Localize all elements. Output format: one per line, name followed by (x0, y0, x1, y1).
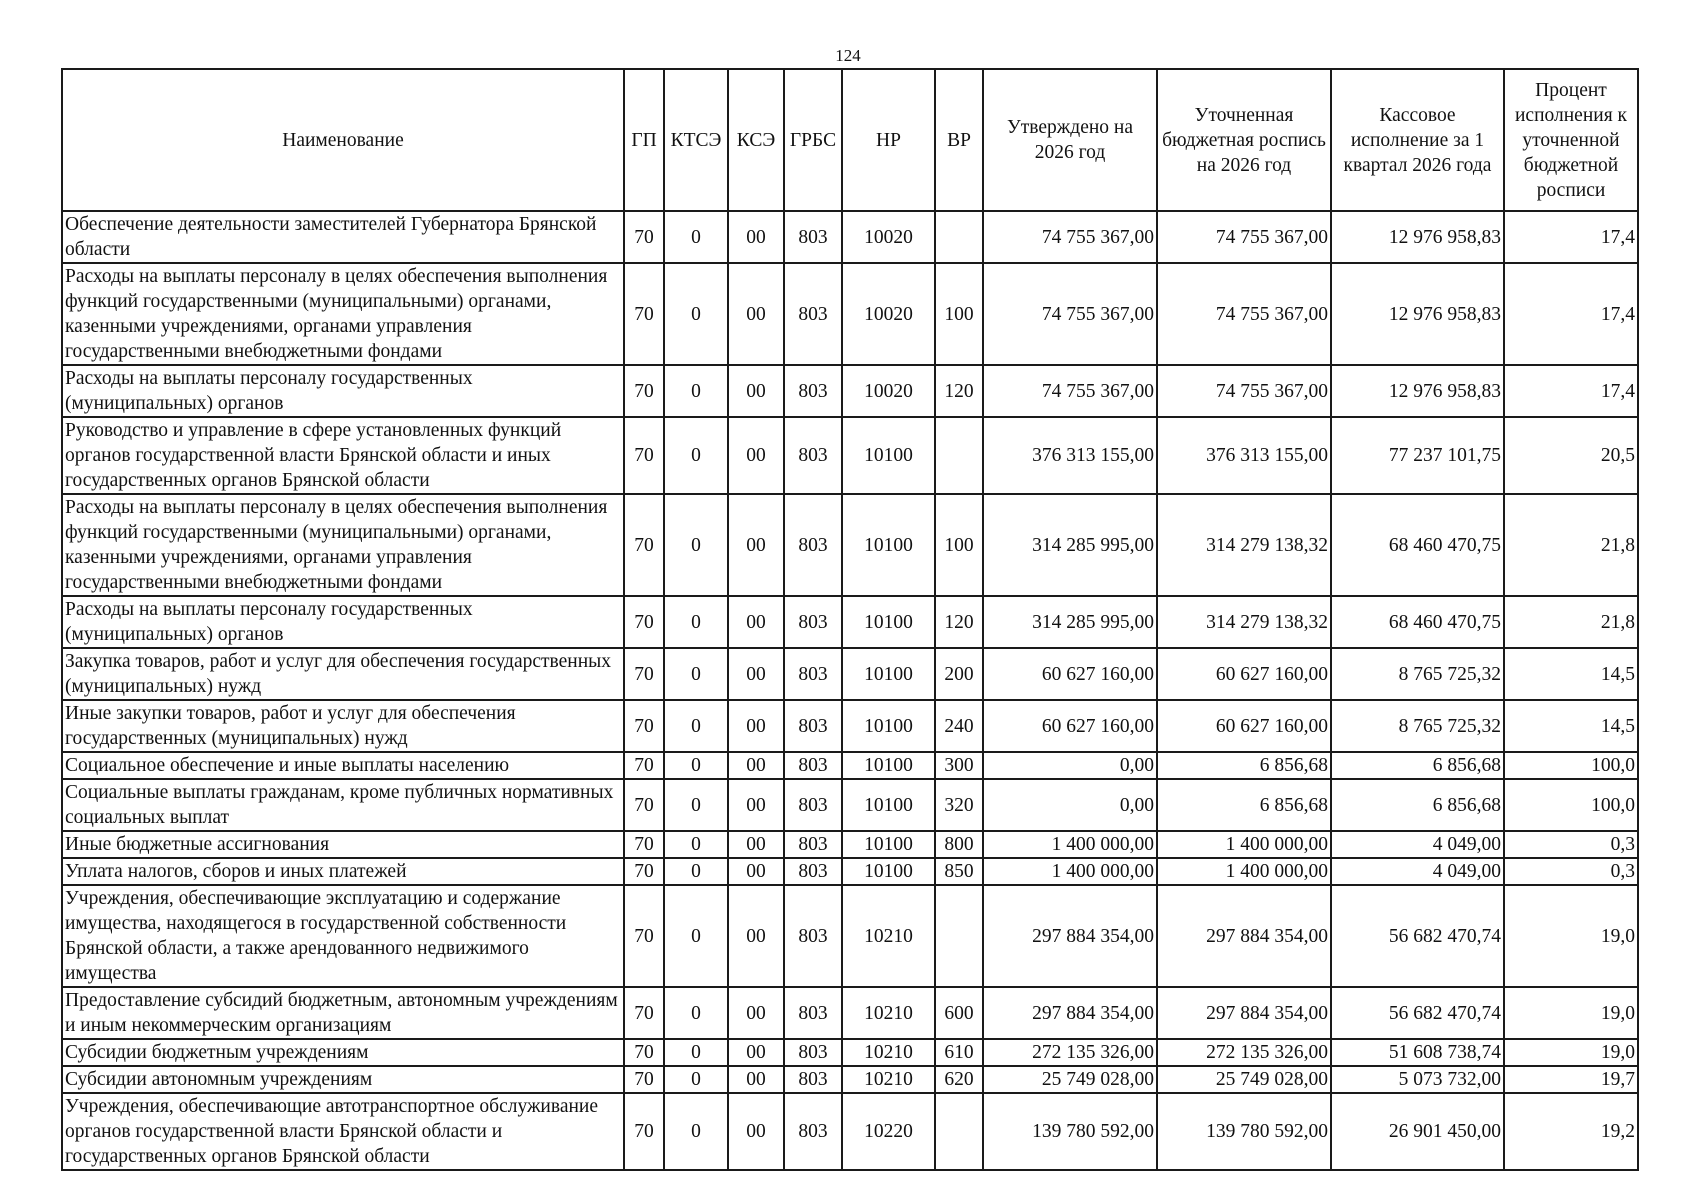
cell-percent: 19,2 (1504, 1093, 1638, 1170)
cell-refined: 272 135 326,00 (1157, 1039, 1331, 1066)
cell-refined: 297 884 354,00 (1157, 987, 1331, 1039)
budget-execution-table (61, 68, 1639, 1171)
cell-vr (935, 417, 983, 494)
cell-gp: 70 (624, 858, 664, 885)
cell-refined: 60 627 160,00 (1157, 700, 1331, 752)
cell-gp: 70 (624, 700, 664, 752)
cell-cash: 5 073 732,00 (1331, 1066, 1504, 1093)
header-percent: Процент исполнения к уточненной бюджетной росписи (1504, 69, 1638, 211)
cell-kse: 00 (728, 494, 784, 596)
cell-cash: 68 460 470,75 (1331, 596, 1504, 648)
cell-name: Субсидии автономным учреждениям (62, 1066, 624, 1093)
cell-cash: 4 049,00 (1331, 858, 1504, 885)
cell-kse: 00 (728, 752, 784, 779)
cell-approved: 1 400 000,00 (983, 831, 1157, 858)
cell-nr: 10100 (842, 831, 935, 858)
cell-refined: 376 313 155,00 (1157, 417, 1331, 494)
cell-percent: 17,4 (1504, 263, 1638, 365)
cell-gp: 70 (624, 1039, 664, 1066)
cell-gp: 70 (624, 831, 664, 858)
cell-grbs: 803 (784, 596, 842, 648)
cell-vr: 240 (935, 700, 983, 752)
cell-nr: 10100 (842, 417, 935, 494)
cell-approved: 1 400 000,00 (983, 858, 1157, 885)
cell-refined: 74 755 367,00 (1157, 263, 1331, 365)
cell-cash: 51 608 738,74 (1331, 1039, 1504, 1066)
cell-grbs: 803 (784, 987, 842, 1039)
cell-percent: 19,7 (1504, 1066, 1638, 1093)
cell-vr: 620 (935, 1066, 983, 1093)
cell-cash: 26 901 450,00 (1331, 1093, 1504, 1170)
cell-vr: 800 (935, 831, 983, 858)
cell-grbs: 803 (784, 700, 842, 752)
table-row (62, 885, 1638, 987)
header-nr: НР (842, 69, 935, 211)
cell-cash: 12 976 958,83 (1331, 211, 1504, 263)
cell-grbs: 803 (784, 1066, 842, 1093)
cell-ktse: 0 (664, 417, 728, 494)
cell-grbs: 803 (784, 858, 842, 885)
cell-nr: 10210 (842, 987, 935, 1039)
cell-vr: 100 (935, 494, 983, 596)
cell-grbs: 803 (784, 211, 842, 263)
cell-vr (935, 885, 983, 987)
cell-vr: 300 (935, 752, 983, 779)
cell-ktse: 0 (664, 1066, 728, 1093)
cell-grbs: 803 (784, 648, 842, 700)
cell-kse: 00 (728, 1066, 784, 1093)
cell-name: Обеспечение деятельности заместителей Губернатора Брянской области (62, 211, 624, 263)
cell-name: Уплата налогов, сборов и иных платежей (62, 858, 624, 885)
cell-ktse: 0 (664, 858, 728, 885)
cell-ktse: 0 (664, 779, 728, 831)
cell-cash: 12 976 958,83 (1331, 365, 1504, 417)
header-kse: КСЭ (728, 69, 784, 211)
cell-name: Учреждения, обеспечивающие эксплуатацию и содержание имущества, находящегося в государственной собственности Брянской области, а также арендованного недвижимого имущества (62, 885, 624, 987)
cell-gp: 70 (624, 779, 664, 831)
cell-kse: 00 (728, 263, 784, 365)
cell-kse: 00 (728, 885, 784, 987)
cell-name: Расходы на выплаты персоналу государственных (муниципальных) органов (62, 365, 624, 417)
cell-vr: 120 (935, 596, 983, 648)
table-row (62, 417, 1638, 494)
header-refined: Уточненная бюджетная роспись на 2026 год (1157, 69, 1331, 211)
table-row (62, 1066, 1638, 1093)
cell-approved: 74 755 367,00 (983, 365, 1157, 417)
cell-refined: 25 749 028,00 (1157, 1066, 1331, 1093)
cell-percent: 17,4 (1504, 211, 1638, 263)
cell-kse: 00 (728, 858, 784, 885)
cell-kse: 00 (728, 779, 784, 831)
cell-kse: 00 (728, 700, 784, 752)
cell-cash: 77 237 101,75 (1331, 417, 1504, 494)
cell-kse: 00 (728, 987, 784, 1039)
cell-nr: 10020 (842, 211, 935, 263)
table-row (62, 596, 1638, 648)
cell-approved: 60 627 160,00 (983, 700, 1157, 752)
cell-ktse: 0 (664, 596, 728, 648)
cell-percent: 20,5 (1504, 417, 1638, 494)
header-vr: ВР (935, 69, 983, 211)
cell-percent: 21,8 (1504, 596, 1638, 648)
table-row (62, 752, 1638, 779)
cell-gp: 70 (624, 752, 664, 779)
cell-name: Социальное обеспечение и иные выплаты населению (62, 752, 624, 779)
cell-grbs: 803 (784, 752, 842, 779)
cell-gp: 70 (624, 885, 664, 987)
cell-gp: 70 (624, 365, 664, 417)
cell-ktse: 0 (664, 987, 728, 1039)
cell-percent: 100,0 (1504, 752, 1638, 779)
cell-grbs: 803 (784, 831, 842, 858)
cell-percent: 19,0 (1504, 885, 1638, 987)
cell-name: Руководство и управление в сфере установленных функций органов государственной власти Брянской области и иных государственных органов Брянской области (62, 417, 624, 494)
cell-nr: 10100 (842, 700, 935, 752)
cell-vr: 610 (935, 1039, 983, 1066)
table-row (62, 648, 1638, 700)
cell-vr (935, 1093, 983, 1170)
cell-name: Расходы на выплаты персоналу в целях обеспечения выполнения функций государственными (муниципальными) органами, казенными учреждениями, органами управления государственными внебюджетными фондами (62, 494, 624, 596)
cell-gp: 70 (624, 1093, 664, 1170)
cell-name: Предоставление субсидий бюджетным, автономным учреждениям и иным некоммерческим организациям (62, 987, 624, 1039)
cell-nr: 10210 (842, 1039, 935, 1066)
cell-ktse: 0 (664, 885, 728, 987)
cell-kse: 00 (728, 1039, 784, 1066)
cell-nr: 10100 (842, 494, 935, 596)
table-header (62, 69, 1638, 211)
cell-ktse: 0 (664, 752, 728, 779)
cell-approved: 0,00 (983, 752, 1157, 779)
cell-refined: 74 755 367,00 (1157, 365, 1331, 417)
cell-vr: 120 (935, 365, 983, 417)
cell-cash: 8 765 725,32 (1331, 648, 1504, 700)
cell-gp: 70 (624, 211, 664, 263)
cell-ktse: 0 (664, 263, 728, 365)
cell-nr: 10100 (842, 779, 935, 831)
cell-approved: 314 285 995,00 (983, 494, 1157, 596)
cell-refined: 1 400 000,00 (1157, 831, 1331, 858)
cell-nr: 10210 (842, 1066, 935, 1093)
cell-refined: 6 856,68 (1157, 779, 1331, 831)
cell-approved: 74 755 367,00 (983, 211, 1157, 263)
header-ktse: КТСЭ (664, 69, 728, 211)
cell-grbs: 803 (784, 885, 842, 987)
table-row (62, 987, 1638, 1039)
cell-cash: 56 682 470,74 (1331, 885, 1504, 987)
cell-vr: 850 (935, 858, 983, 885)
cell-cash: 6 856,68 (1331, 779, 1504, 831)
header-row (62, 69, 1638, 211)
cell-kse: 00 (728, 648, 784, 700)
cell-kse: 00 (728, 1093, 784, 1170)
cell-nr: 10100 (842, 648, 935, 700)
cell-vr: 100 (935, 263, 983, 365)
cell-gp: 70 (624, 596, 664, 648)
cell-grbs: 803 (784, 1039, 842, 1066)
cell-vr (935, 211, 983, 263)
cell-refined: 297 884 354,00 (1157, 885, 1331, 987)
cell-gp: 70 (624, 648, 664, 700)
cell-name: Учреждения, обеспечивающие автотранспортное обслуживание органов государственной власти Брянской области и государственных органов Брянской области (62, 1093, 624, 1170)
cell-ktse: 0 (664, 831, 728, 858)
cell-gp: 70 (624, 263, 664, 365)
cell-cash: 6 856,68 (1331, 752, 1504, 779)
cell-percent: 100,0 (1504, 779, 1638, 831)
cell-percent: 14,5 (1504, 648, 1638, 700)
cell-grbs: 803 (784, 494, 842, 596)
cell-percent: 14,5 (1504, 700, 1638, 752)
cell-nr: 10100 (842, 596, 935, 648)
cell-ktse: 0 (664, 365, 728, 417)
page-number: 124 (835, 46, 861, 65)
cell-name: Субсидии бюджетным учреждениям (62, 1039, 624, 1066)
cell-cash: 68 460 470,75 (1331, 494, 1504, 596)
cell-grbs: 803 (784, 1093, 842, 1170)
cell-approved: 25 749 028,00 (983, 1066, 1157, 1093)
cell-vr: 320 (935, 779, 983, 831)
header-gp: ГП (624, 69, 664, 211)
cell-nr: 10100 (842, 858, 935, 885)
cell-nr: 10210 (842, 885, 935, 987)
cell-name: Расходы на выплаты персоналу в целях обеспечения выполнения функций государственными (муниципальными) органами, казенными учреждениями, органами управления государственными внебюджетными фондами (62, 263, 624, 365)
cell-nr: 10220 (842, 1093, 935, 1170)
cell-nr: 10100 (842, 752, 935, 779)
cell-vr: 600 (935, 987, 983, 1039)
cell-ktse: 0 (664, 1039, 728, 1066)
cell-gp: 70 (624, 987, 664, 1039)
cell-refined: 314 279 138,32 (1157, 494, 1331, 596)
cell-ktse: 0 (664, 648, 728, 700)
cell-kse: 00 (728, 596, 784, 648)
cell-percent: 0,3 (1504, 858, 1638, 885)
table-row (62, 858, 1638, 885)
cell-percent: 19,0 (1504, 1039, 1638, 1066)
cell-cash: 12 976 958,83 (1331, 263, 1504, 365)
cell-name: Закупка товаров, работ и услуг для обеспечения государственных (муниципальных) нужд (62, 648, 624, 700)
cell-approved: 139 780 592,00 (983, 1093, 1157, 1170)
header-grbs: ГРБС (784, 69, 842, 211)
cell-cash: 4 049,00 (1331, 831, 1504, 858)
table-body (62, 211, 1638, 1170)
table-row (62, 494, 1638, 596)
cell-percent: 19,0 (1504, 987, 1638, 1039)
cell-grbs: 803 (784, 365, 842, 417)
cell-refined: 1 400 000,00 (1157, 858, 1331, 885)
cell-approved: 297 884 354,00 (983, 885, 1157, 987)
cell-ktse: 0 (664, 211, 728, 263)
table-row (62, 211, 1638, 263)
cell-percent: 0,3 (1504, 831, 1638, 858)
cell-name: Социальные выплаты гражданам, кроме публичных нормативных социальных выплат (62, 779, 624, 831)
cell-grbs: 803 (784, 263, 842, 365)
cell-gp: 70 (624, 494, 664, 596)
table-row (62, 831, 1638, 858)
cell-approved: 314 285 995,00 (983, 596, 1157, 648)
cell-name: Расходы на выплаты персоналу государственных (муниципальных) органов (62, 596, 624, 648)
cell-grbs: 803 (784, 779, 842, 831)
cell-kse: 00 (728, 417, 784, 494)
cell-gp: 70 (624, 417, 664, 494)
table-row (62, 365, 1638, 417)
cell-refined: 60 627 160,00 (1157, 648, 1331, 700)
header-cash: Кассовое исполнение за 1 квартал 2026 года (1331, 69, 1504, 211)
cell-ktse: 0 (664, 700, 728, 752)
cell-approved: 376 313 155,00 (983, 417, 1157, 494)
cell-kse: 00 (728, 831, 784, 858)
cell-refined: 139 780 592,00 (1157, 1093, 1331, 1170)
cell-gp: 70 (624, 1066, 664, 1093)
cell-refined: 314 279 138,32 (1157, 596, 1331, 648)
cell-grbs: 803 (784, 417, 842, 494)
cell-cash: 8 765 725,32 (1331, 700, 1504, 752)
cell-refined: 74 755 367,00 (1157, 211, 1331, 263)
cell-percent: 17,4 (1504, 365, 1638, 417)
table-row (62, 1039, 1638, 1066)
cell-name: Иные закупки товаров, работ и услуг для обеспечения государственных (муниципальных) нужд (62, 700, 624, 752)
table-row (62, 700, 1638, 752)
cell-kse: 00 (728, 211, 784, 263)
cell-approved: 60 627 160,00 (983, 648, 1157, 700)
cell-cash: 56 682 470,74 (1331, 987, 1504, 1039)
cell-nr: 10020 (842, 263, 935, 365)
cell-ktse: 0 (664, 1093, 728, 1170)
cell-refined: 6 856,68 (1157, 752, 1331, 779)
cell-name: Иные бюджетные ассигнования (62, 831, 624, 858)
header-approved: Утверждено на 2026 год (983, 69, 1157, 211)
cell-approved: 272 135 326,00 (983, 1039, 1157, 1066)
cell-approved: 0,00 (983, 779, 1157, 831)
cell-approved: 297 884 354,00 (983, 987, 1157, 1039)
cell-approved: 74 755 367,00 (983, 263, 1157, 365)
cell-vr: 200 (935, 648, 983, 700)
table-row (62, 263, 1638, 365)
cell-nr: 10020 (842, 365, 935, 417)
cell-ktse: 0 (664, 494, 728, 596)
table-row (62, 1093, 1638, 1170)
header-name: Наименование (62, 69, 624, 211)
cell-kse: 00 (728, 365, 784, 417)
table-row (62, 779, 1638, 831)
cell-percent: 21,8 (1504, 494, 1638, 596)
